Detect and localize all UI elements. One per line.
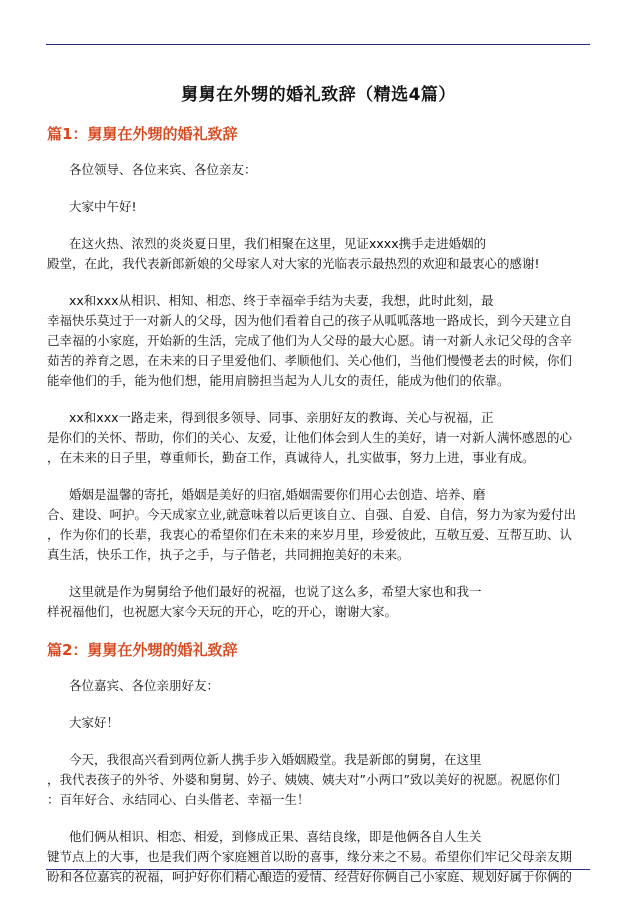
paragraph-line: 他们俩从相识、相恋、相爱，到修成正果、喜结良缘，即是他俩各自人生关 <box>69 829 482 844</box>
paragraph-line: 大家中午好! <box>69 199 137 214</box>
paragraph-line: 真生活，快乐工作，执子之手，与子偕老，共同拥抱美好的未来。 <box>47 547 410 562</box>
section-heading: 篇2：舅舅在外甥的婚礼致辞 <box>47 641 238 659</box>
paragraph-line: 幸福快乐莫过于一对新人的父母，因为他们看着自己的孩子从呱呱落地一路成长，到今天建立自 <box>47 313 573 328</box>
paragraph-line: ，作为你们的长辈，我衷心的希望你们在未来的来岁月里，珍爱彼此，互敬互爱、互帮互助、认 <box>47 527 573 542</box>
header-rule <box>46 44 590 45</box>
paragraph-line: 己幸福的小家庭，开始新的生活，完成了他们为人父母的最大心愿。请一对新人永记父母的含辛 <box>47 333 573 348</box>
paragraph-line: 能牵他们的手，能为他们想，能用肩膀担当起为人儿女的责任，能成为他们的依靠。 <box>47 373 510 388</box>
paragraph <box>47 676 590 696</box>
section-2 <box>47 639 590 887</box>
paragraph-line: xx和xxx从相识、相知、相恋、终于幸福牵手结为夫妻，我想，此时此刻，最 <box>69 293 494 308</box>
paragraph <box>47 160 590 180</box>
paragraph-line: 茹苦的养育之恩，在未来的日子里爱他们、孝顺他们、关心他们，当他们慢慢老去的时候，你们 <box>47 353 573 368</box>
paragraph-line: 盼和各位嘉宾的祝福，呵护好你们精心酿造的爱情、经营好你俩自己小家庭、规划好属于你俩的 <box>47 869 573 884</box>
paragraph <box>47 408 590 468</box>
paragraph-line: 是你们的关怀、帮助，你们的关心、友爱，让他们体会到人生的美好，请一对新人满怀感恩的心 <box>47 430 573 445</box>
paragraph-line: ，我代表孩子的外爷、外婆和舅舅、妗子、姨姨、姨夫对”小两口”致以美好的祝愿。祝愿你们 <box>47 772 560 787</box>
document-body <box>47 82 590 904</box>
paragraph-line: 今天，我很高兴看到两位新人携手步入婚姻殿堂。我是新郎的舅舅，在这里 <box>69 752 482 767</box>
paragraph-line: 各位领导、各位来宾、各位亲友： <box>69 162 257 177</box>
paragraph-line: 婚姻是温馨的寄托，婚姻是美好的归宿,婚姻需要你们用心去创造、培养、磨 <box>69 487 486 502</box>
paragraph <box>47 234 590 274</box>
paragraph <box>47 291 590 391</box>
paragraph <box>47 582 590 622</box>
paragraph-line: 键节点上的大事，也是我们两个家庭翘首以盼的喜事，缘分来之不易。希望你们牢记父母亲友期 <box>47 849 573 864</box>
paragraph <box>47 713 590 733</box>
section-1 <box>47 123 590 622</box>
paragraph-line: 在这火热、浓烈的炎炎夏日里，我们相聚在这里，见证xxxx携手走进婚姻的 <box>69 236 487 251</box>
paragraph-line: 合、建设、呵护。今天成家立业,就意味着以后更该自立、自强、自爱、自信，努力为家为爱付出 <box>47 507 576 522</box>
paragraph <box>47 750 590 810</box>
document-title: 舅舅在外甥的婚礼致辞（精选4篇） <box>181 85 456 105</box>
paragraph-line: 样祝福他们，也祝愿大家今天玩的开心，吃的开心，谢谢大家。 <box>47 604 398 619</box>
paragraph-line: 大家好！ <box>69 715 120 730</box>
footer-rule <box>46 869 590 870</box>
paragraph-line: 这里就是作为舅舅给予他们最好的祝福，也说了这么多，希望大家也和我一 <box>69 584 482 599</box>
paragraph-line: 各位嘉宾、各位亲朋好友： <box>69 678 220 693</box>
paragraph-line: ，在未来的日子里，尊重师长，勤奋工作，真诚待人，扎实做事，努力上进，事业有成。 <box>47 450 535 465</box>
section-heading: 篇1：舅舅在外甥的婚礼致辞 <box>47 125 238 143</box>
paragraph <box>47 827 590 887</box>
sections-container <box>47 123 590 887</box>
paragraph <box>47 197 590 217</box>
paragraph-line: ：百年好合、永结同心、白头偕老、幸福一生！ <box>47 792 310 807</box>
paragraph-line: xx和xxx一路走来，得到很多领导、同事、亲朋好友的教诲、关心与祝福，正 <box>69 410 494 425</box>
paragraph <box>47 485 590 565</box>
paragraph-line: 殿堂，在此，我代表新郎新娘的父母家人对大家的光临表示最热烈的欢迎和最衷心的感谢! <box>47 256 540 271</box>
